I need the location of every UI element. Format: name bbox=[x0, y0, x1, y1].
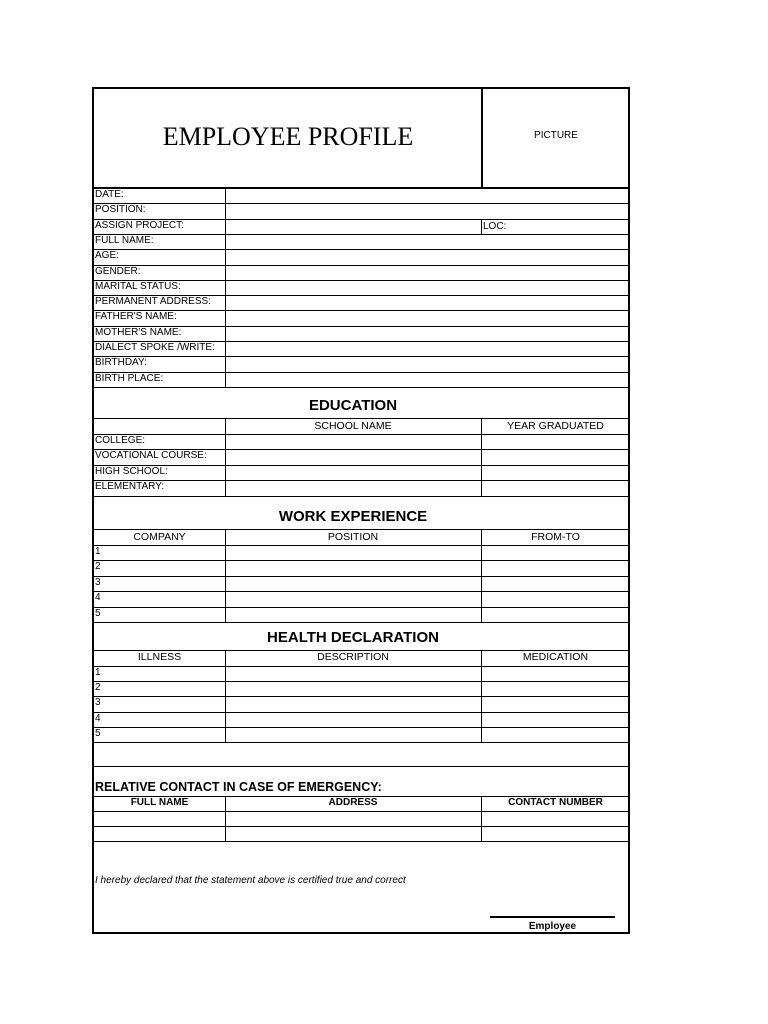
health-row-number: 4 bbox=[95, 712, 101, 724]
health-declaration-title: HEALTH DECLARATION bbox=[267, 629, 439, 646]
personal-field-input[interactable] bbox=[226, 295, 630, 310]
health-row-number: 3 bbox=[95, 697, 101, 709]
personal-field-label: GENDER: bbox=[95, 265, 141, 277]
personal-field-label: BIRTHDAY: bbox=[95, 357, 147, 369]
work-col-fromto: FROM-TO bbox=[531, 531, 580, 543]
emergency-col-fullname: FULL NAME bbox=[130, 797, 189, 808]
education-col-year: YEAR GRADUATED bbox=[507, 420, 604, 432]
work-row-number: 5 bbox=[95, 607, 101, 619]
emergency-address-field-1[interactable] bbox=[225, 811, 481, 826]
personal-field-input[interactable] bbox=[226, 219, 481, 234]
personal-field-input[interactable] bbox=[226, 280, 630, 295]
emergency-title: RELATIVE CONTACT IN CASE OF EMERGENCY: bbox=[95, 780, 382, 794]
personal-field-input[interactable] bbox=[226, 249, 630, 264]
personal-field-label: POSITION: bbox=[95, 204, 146, 216]
work-fromto-field[interactable] bbox=[482, 545, 630, 560]
health-description-field[interactable] bbox=[226, 727, 481, 742]
work-row-number: 3 bbox=[95, 576, 101, 588]
health-medication-field[interactable] bbox=[482, 681, 630, 696]
health-row-number: 1 bbox=[95, 667, 101, 678]
emergency-fullname-field-2[interactable] bbox=[94, 826, 225, 841]
emergency-col-address: ADDRESS bbox=[328, 797, 378, 808]
personal-field-label: MARITAL STATUS: bbox=[95, 280, 181, 292]
work-position-field[interactable] bbox=[226, 560, 481, 575]
declaration-text: I hereby declared that the statement above is certified true and correct bbox=[95, 875, 406, 886]
signature-label: Employee bbox=[528, 921, 577, 932]
emergency-fullname-field-1[interactable] bbox=[94, 811, 225, 826]
personal-field-input[interactable] bbox=[226, 310, 630, 325]
health-description-field[interactable] bbox=[226, 666, 481, 681]
health-description-field[interactable] bbox=[226, 681, 481, 696]
work-position-field[interactable] bbox=[226, 591, 481, 606]
personal-field-label: DIALECT SPOKE /WRITE: bbox=[95, 342, 215, 353]
health-medication-field[interactable] bbox=[482, 727, 630, 742]
education-year-field[interactable] bbox=[482, 449, 630, 464]
page-title: EMPLOYEE PROFILE bbox=[162, 122, 414, 151]
work-fromto-field[interactable] bbox=[482, 591, 630, 606]
personal-field-label: FATHER'S NAME: bbox=[95, 311, 177, 323]
work-col-company: COMPANY bbox=[133, 531, 186, 543]
work-position-field[interactable] bbox=[226, 545, 481, 560]
personal-field-input[interactable] bbox=[226, 265, 630, 280]
education-school-field[interactable] bbox=[226, 449, 481, 464]
work-fromto-field[interactable] bbox=[482, 560, 630, 575]
personal-field-input[interactable] bbox=[226, 372, 630, 387]
education-year-field[interactable] bbox=[482, 465, 630, 480]
health-row-number: 5 bbox=[95, 727, 101, 739]
work-fromto-field[interactable] bbox=[482, 576, 630, 591]
personal-field-input[interactable] bbox=[226, 188, 630, 203]
health-col-medication: MEDICATION bbox=[522, 651, 589, 663]
health-col-illness: ILLNESS bbox=[137, 651, 182, 663]
education-row-label: COLLEGE: bbox=[95, 435, 146, 446]
personal-field-label: FULL NAME: bbox=[95, 234, 154, 246]
health-medication-field[interactable] bbox=[482, 666, 630, 681]
emergency-contact-field-2[interactable] bbox=[481, 826, 630, 841]
health-description-field[interactable] bbox=[226, 696, 481, 711]
education-title: EDUCATION bbox=[308, 397, 398, 414]
emergency-col-contact: CONTACT NUMBER bbox=[508, 797, 603, 808]
personal-field-input[interactable] bbox=[226, 234, 630, 249]
education-col-school: SCHOOL NAME bbox=[314, 420, 392, 432]
health-description-field[interactable] bbox=[226, 712, 481, 727]
education-row-label: HIGH SCHOOL: bbox=[95, 465, 168, 477]
education-year-field[interactable] bbox=[482, 480, 630, 495]
education-row-label: VOCATIONAL COURSE: bbox=[95, 450, 207, 462]
work-fromto-field[interactable] bbox=[482, 607, 630, 622]
personal-field-label: ASSIGN PROJECT: bbox=[95, 219, 184, 231]
health-medication-field[interactable] bbox=[482, 696, 630, 711]
personal-field-input[interactable] bbox=[226, 341, 630, 356]
personal-field-label: DATE: bbox=[95, 189, 124, 200]
personal-field-input[interactable] bbox=[226, 203, 630, 218]
loc-label: LOC: bbox=[483, 221, 507, 232]
loc-field[interactable] bbox=[514, 219, 630, 234]
work-experience-title: WORK EXPERIENCE bbox=[278, 508, 428, 525]
personal-field-input[interactable] bbox=[226, 326, 630, 341]
personal-field-label: PERMANENT ADDRESS: bbox=[95, 296, 211, 308]
work-row-number: 1 bbox=[95, 546, 101, 557]
work-row-number: 2 bbox=[95, 561, 101, 573]
picture-label: PICTURE bbox=[534, 130, 578, 141]
work-position-field[interactable] bbox=[226, 607, 481, 622]
health-medication-field[interactable] bbox=[482, 712, 630, 727]
employee-profile-form bbox=[92, 87, 630, 934]
emergency-address-field-2[interactable] bbox=[225, 826, 481, 841]
emergency-contact-field-1[interactable] bbox=[481, 811, 630, 826]
work-position-field[interactable] bbox=[226, 576, 481, 591]
work-col-position: POSITION bbox=[327, 531, 379, 543]
education-school-field[interactable] bbox=[226, 434, 481, 449]
personal-field-input[interactable] bbox=[226, 356, 630, 371]
personal-field-label: AGE: bbox=[95, 250, 119, 262]
health-col-description: DESCRIPTION bbox=[317, 651, 389, 663]
education-school-field[interactable] bbox=[226, 465, 481, 480]
education-year-field[interactable] bbox=[482, 434, 630, 449]
education-school-field[interactable] bbox=[226, 480, 481, 495]
personal-field-label: MOTHER'S NAME: bbox=[95, 326, 182, 338]
personal-field-label: BIRTH PLACE: bbox=[95, 372, 164, 384]
health-row-number: 2 bbox=[95, 682, 101, 694]
signature-line[interactable] bbox=[490, 916, 615, 918]
work-row-number: 4 bbox=[95, 592, 101, 604]
education-row-label: ELEMENTARY: bbox=[95, 481, 165, 493]
